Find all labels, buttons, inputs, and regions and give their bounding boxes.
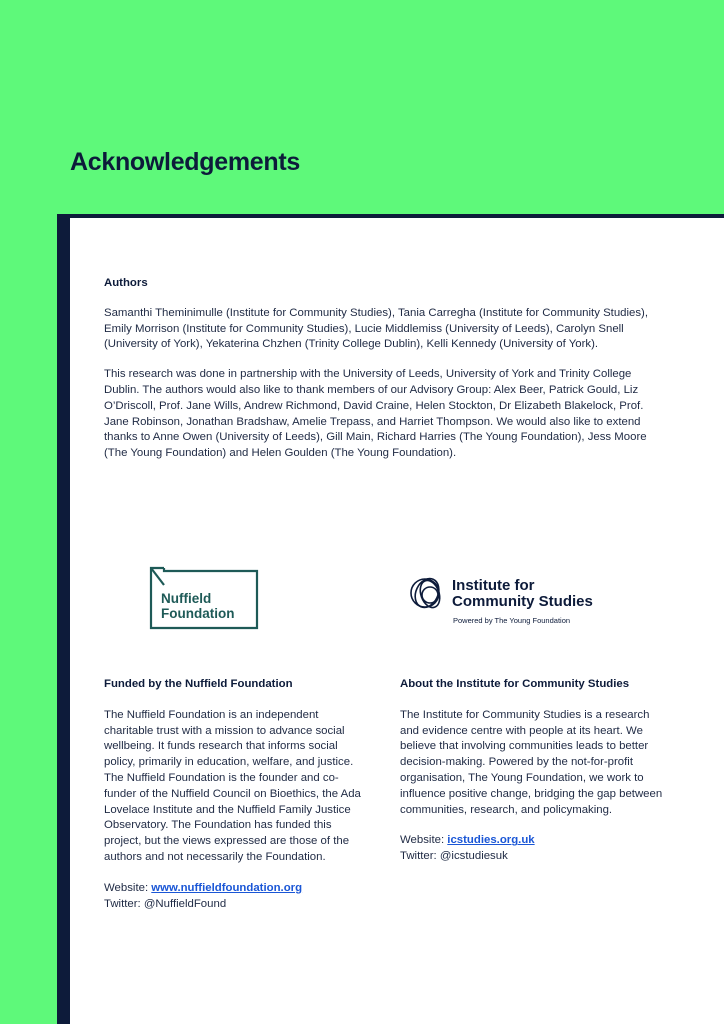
ics-website-link[interactable]: icstudies.org.uk <box>447 834 535 847</box>
funded-heading: Funded by the Nuffield Foundation <box>104 678 293 690</box>
funded-twitter[interactable]: Twitter: @NuffieldFound <box>104 897 227 910</box>
ics-logo-tagline: Powered by The Young Foundation <box>453 616 571 625</box>
funded-website-line <box>104 881 362 897</box>
ics-logo-line1: Institute for <box>452 577 535 594</box>
funded-body: The Nuffield Foundation is an independent charitable trust with a mission to advance social wellbeing. It funds research that informs social policy, primarily in education, welfare, and justice. The Nuffield Foundation is the founder and co-funder of the Nuffield Council on Bioethics, the Ada Lovelace Institute and the Nuffield Family Justice Observatory. The Foundation has funded this project, but the views expressed are those of the authors and not necessarily the Foundation. <box>104 708 361 863</box>
authors-names: Samanthi Theminimulle (Institute for Community Studies), Tania Carregha (Institute for Community Studies), Emily Morrison (Institute for Community Studies), Lucie Middlemiss (University of Leeds), Carolyn Snell (University of York), Yekaterina Chzhen (Trinity College Dublin), Kelli Kennedy (University of York). <box>104 306 649 351</box>
page-title: Acknowledgements <box>70 148 300 176</box>
about-heading: About the Institute for Community Studies <box>400 678 630 690</box>
ics-logo-line2: Community Studies <box>452 593 593 610</box>
nuffield-website-link[interactable]: www.nuffieldfoundation.org <box>151 881 303 894</box>
ics-logo[interactable] <box>408 570 618 630</box>
about-body: The Institute for Community Studies is a research and evidence centre with people at its heart. We believe that involving communities leads to better decision-making. Powered by the not-for-profit organisation, The Young Foundation, we work to influence positive change, bridging the gap between communities, research, and policymaking. <box>400 708 663 816</box>
about-twitter[interactable]: Twitter: @icstudiesuk <box>400 850 508 863</box>
about-section <box>400 677 665 865</box>
authors-heading: Authors <box>104 277 148 289</box>
nuffield-logo-line2: Foundation <box>161 606 235 621</box>
authors-section <box>104 276 664 462</box>
nuffield-foundation-logo[interactable] <box>148 565 260 633</box>
about-website-line <box>400 833 665 849</box>
nuffield-logo-line1: Nuffield <box>161 591 212 606</box>
content-card <box>70 218 724 1024</box>
funded-section <box>104 677 362 912</box>
funded-website-label: Website: <box>104 881 149 894</box>
ics-swirl-icon <box>411 575 444 611</box>
partnership-text: This research was done in partnership with the University of Leeds, University of York and Trinity College Dublin. The authors would also like to thank members of our Advisory Group: Alex Beer, Patrick Gould, Liz O’Driscoll, Prof. Jane Wills, Andrew Richmond, David Craine, Helen Stockton, Dr Elizabeth Blakelock, Prof. Jane Robinson, Jonathan Bradshaw, Amelie Trepass, and Harriet Thompson. We would also like to extend thanks to Anne Owen (University of Leeds), Gill Main, Richard Harries (The Young Foundation), Jess Moore (The Young Foundation) and Helen Goulden (The Young Foundation). <box>104 368 647 460</box>
logo-diagonal <box>151 568 164 585</box>
about-website-label: Website: <box>400 834 445 847</box>
